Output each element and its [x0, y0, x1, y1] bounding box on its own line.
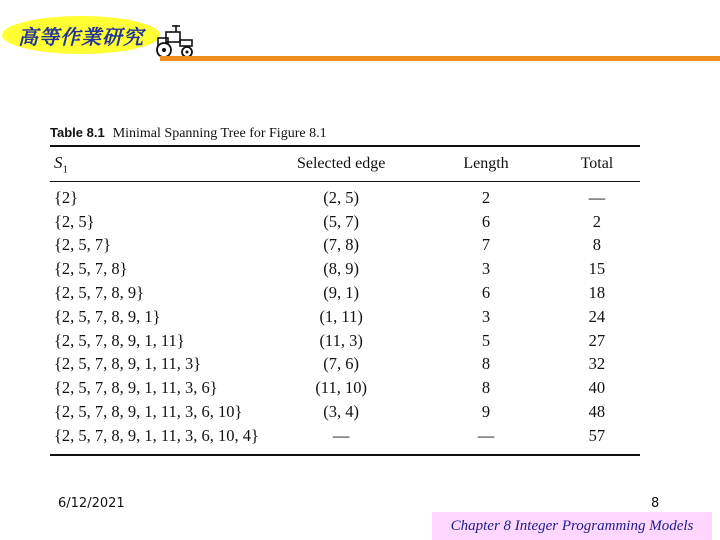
- table-row: [50, 257, 640, 281]
- table-header-row: [50, 147, 640, 181]
- table-row: [50, 305, 640, 329]
- cell-edge: (7, 6): [323, 354, 360, 374]
- table-row: [50, 210, 640, 234]
- header-rule: [160, 56, 720, 61]
- cell-length: 9: [481, 402, 491, 422]
- cell-length: 7: [481, 235, 491, 255]
- cell-edge: —: [332, 425, 350, 445]
- table-row: [50, 400, 640, 424]
- cell-length: —: [477, 425, 495, 445]
- table-caption-label: Table 8.1: [50, 125, 105, 140]
- table-caption: [50, 124, 640, 143]
- cell-length: 3: [481, 306, 491, 326]
- mst-table: [50, 124, 640, 456]
- cell-total: 32: [588, 354, 606, 374]
- tractor-icon: [152, 22, 196, 60]
- cell-s: {2}: [54, 187, 79, 207]
- cell-s: {2, 5, 7}: [54, 235, 112, 255]
- table-row: [50, 376, 640, 400]
- cell-s: {2, 5, 7, 8, 9, 1, 11, 3, 6, 10}: [54, 402, 243, 422]
- table-row: [50, 424, 640, 448]
- cell-edge: (11, 10): [315, 378, 367, 398]
- cell-total: 2: [592, 211, 602, 231]
- cell-length: 8: [481, 378, 491, 398]
- cell-total: 15: [588, 259, 606, 279]
- course-logo-badge: [2, 16, 160, 54]
- cell-edge: (7, 8): [323, 235, 360, 255]
- cell-edge: (3, 4): [323, 402, 360, 422]
- cell-edge: (11, 3): [319, 330, 363, 350]
- cell-total: 24: [588, 306, 606, 326]
- cell-s: {2, 5, 7, 8, 9, 1, 11, 3, 6, 10, 4}: [54, 425, 259, 445]
- cell-s: {2, 5, 7, 8, 9}: [54, 283, 145, 303]
- column-header-length: Length: [463, 155, 509, 172]
- cell-length: 8: [481, 354, 491, 374]
- slide-date: 6/12/2021: [58, 496, 125, 511]
- cell-total: 40: [588, 378, 606, 398]
- cell-total: —: [588, 187, 606, 207]
- column-header-total: Total: [580, 155, 614, 172]
- table-body: [50, 182, 640, 454]
- table-bottom-rule: [50, 454, 640, 456]
- table-caption-title: Minimal Spanning Tree for Figure 8.1: [112, 126, 327, 141]
- course-logo-text: 高等作業研究: [18, 24, 144, 49]
- cell-s: {2, 5, 7, 8}: [54, 259, 128, 279]
- cell-length: 2: [481, 187, 491, 207]
- column-header-s: $S_1$: [54, 152, 68, 176]
- cell-total: 57: [588, 425, 606, 445]
- column-header-edge: Selected edge: [296, 155, 386, 172]
- cell-length: 3: [481, 259, 491, 279]
- cell-length: 5: [481, 330, 491, 350]
- cell-total: 8: [592, 235, 602, 255]
- cell-total: 18: [588, 283, 606, 303]
- table-row: [50, 281, 640, 305]
- cell-edge: (2, 5): [323, 187, 360, 207]
- cell-s: {2, 5}: [54, 211, 95, 231]
- cell-edge: (1, 11): [319, 306, 363, 326]
- table-row: [50, 353, 640, 377]
- cell-total: 27: [588, 330, 606, 350]
- chapter-footer: Chapter 8 Integer Programming Models: [432, 512, 712, 540]
- cell-s: {2, 5, 7, 8, 9, 1, 11}: [54, 330, 185, 350]
- table-row: [50, 329, 640, 353]
- table-row: [50, 186, 640, 210]
- cell-s: {2, 5, 7, 8, 9, 1, 11, 3, 6}: [54, 378, 218, 398]
- slide-page-number: 8: [651, 496, 660, 511]
- cell-edge: (8, 9): [323, 259, 360, 279]
- cell-length: 6: [481, 283, 491, 303]
- cell-s: {2, 5, 7, 8, 9, 1, 11, 3}: [54, 354, 202, 374]
- cell-length: 6: [481, 211, 491, 231]
- cell-s: {2, 5, 7, 8, 9, 1}: [54, 306, 161, 326]
- cell-total: 48: [588, 402, 606, 422]
- table-row: [50, 234, 640, 258]
- cell-edge: (9, 1): [323, 283, 360, 303]
- cell-edge: (5, 7): [323, 211, 360, 231]
